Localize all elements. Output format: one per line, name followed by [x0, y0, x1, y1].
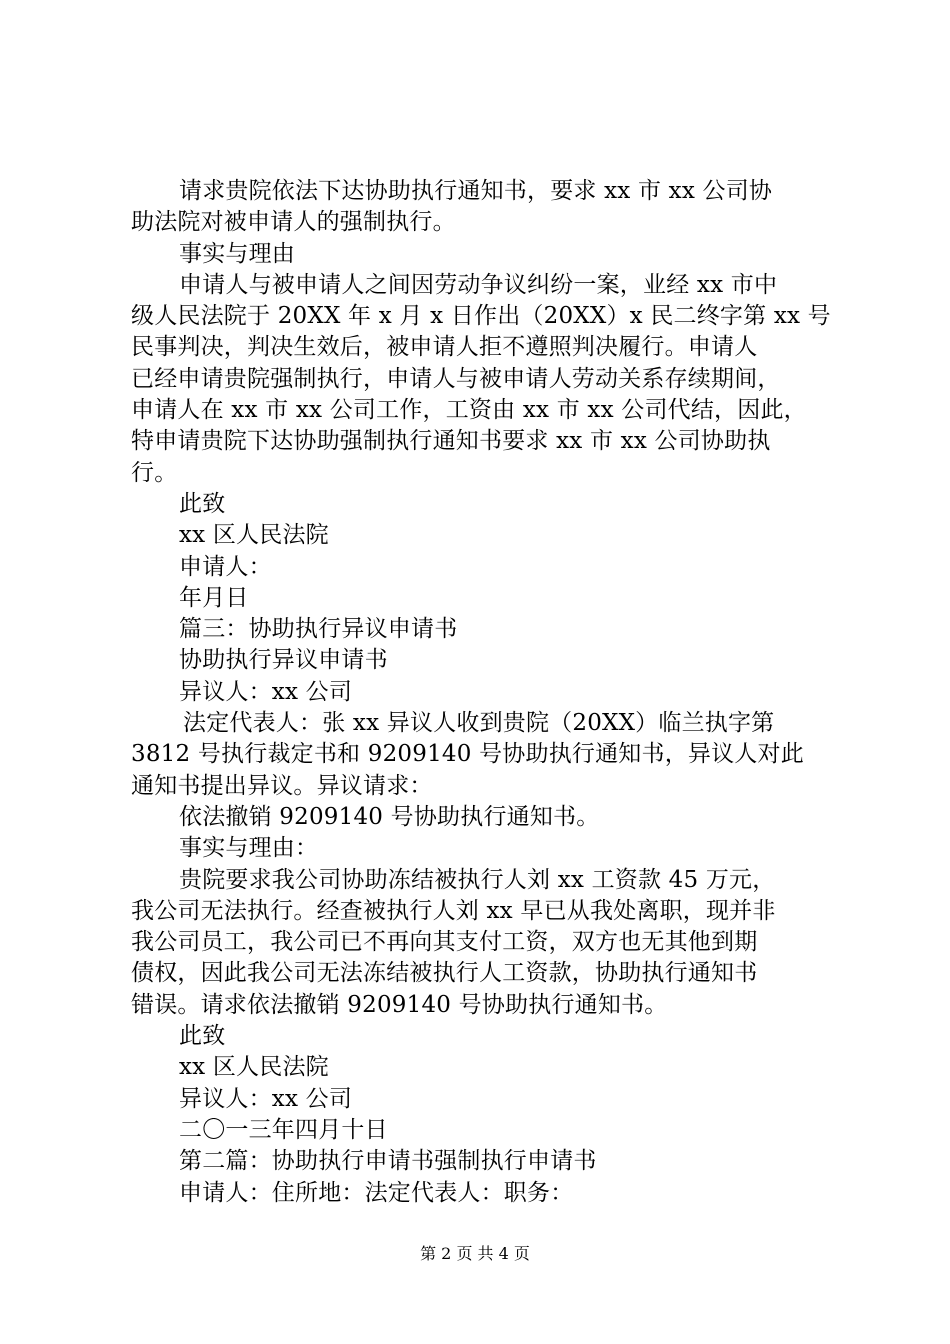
text-line: 特申请贵院下达协助强制执行通知书要求 xx 市 xx 公司协助执	[131, 428, 771, 455]
text-line: 我公司无法执行。经查被执行人刘 xx 早已从我处离职，现并非	[131, 897, 776, 924]
text-line: 级人民法院于 20XX 年 x 月 x 日作出（20XX）x 民二终字第 xx 号	[131, 303, 831, 330]
section-title: 篇三：协助执行异议申请书	[179, 616, 458, 643]
salutation: 此致	[179, 1023, 226, 1050]
text-line: 请求贵院依法下达协助执行通知书，要求 xx 市 xx 公司协	[179, 178, 773, 204]
text-line: 已经申请贵院强制执行，申请人与被申请人劳动关系存续期间，	[131, 365, 781, 392]
text-line: 行。	[131, 459, 178, 486]
text-line: 申请人与被申请人之间因劳动争议纠纷一案，业经 xx 市中	[179, 271, 778, 298]
text-line: 通知书提出异议。异议请求：	[131, 772, 433, 799]
text-line: 申请人在 xx 市 xx 公司工作，工资由 xx 市 xx 公司代结，因此，	[131, 397, 807, 424]
text-line: 债权，因此我公司无法冻结被执行人工资款，协助执行通知书	[131, 960, 758, 987]
recipient: xx 区人民法院	[179, 522, 329, 549]
section-heading: 事实与理由	[179, 240, 295, 267]
text-line: 3812 号执行裁定书和 9209140 号协助执行通知书，异议人对此	[131, 741, 804, 768]
text-line: 助法院对被申请人的强制执行。	[131, 209, 456, 236]
section-heading: 事实与理由：	[179, 835, 319, 862]
date-line: 年月日	[179, 584, 249, 611]
text-line: 贵院要求我公司协助冻结被执行人刘 xx 工资款 45 万元，	[179, 866, 776, 893]
page-footer	[0, 1244, 950, 1264]
salutation: 此致	[179, 490, 226, 517]
text-line: 申请人：住所地：法定代表人：职务：	[179, 1179, 574, 1206]
text-line: 我公司员工，我公司已不再向其支付工资，双方也无其他到期	[131, 929, 758, 956]
page-number: 第 2 页 共 4 页	[420, 1244, 530, 1263]
applicant-signature: 申请人：	[179, 553, 272, 580]
objector-line: 异议人：xx 公司	[179, 678, 353, 705]
recipient: xx 区人民法院	[179, 1054, 329, 1081]
text-line: 法定代表人：张 xx 异议人收到贵院（20XX）临兰执字第	[183, 710, 775, 737]
section-title: 第二篇：协助执行申请书强制执行申请书	[179, 1148, 597, 1175]
objector-signature: 异议人：xx 公司	[179, 1085, 353, 1112]
text-line: 民事判决，判决生效后，被申请人拒不遵照判决履行。申请人	[131, 334, 758, 361]
document-body	[131, 176, 831, 1209]
date-line: 二〇一三年四月十日	[179, 1116, 388, 1143]
document-title: 协助执行异议申请书	[179, 647, 388, 674]
text-line: 依法撤销 9209140 号协助执行通知书。	[179, 803, 600, 830]
text-line: 错误。请求依法撤销 9209140 号协助执行通知书。	[131, 991, 668, 1018]
